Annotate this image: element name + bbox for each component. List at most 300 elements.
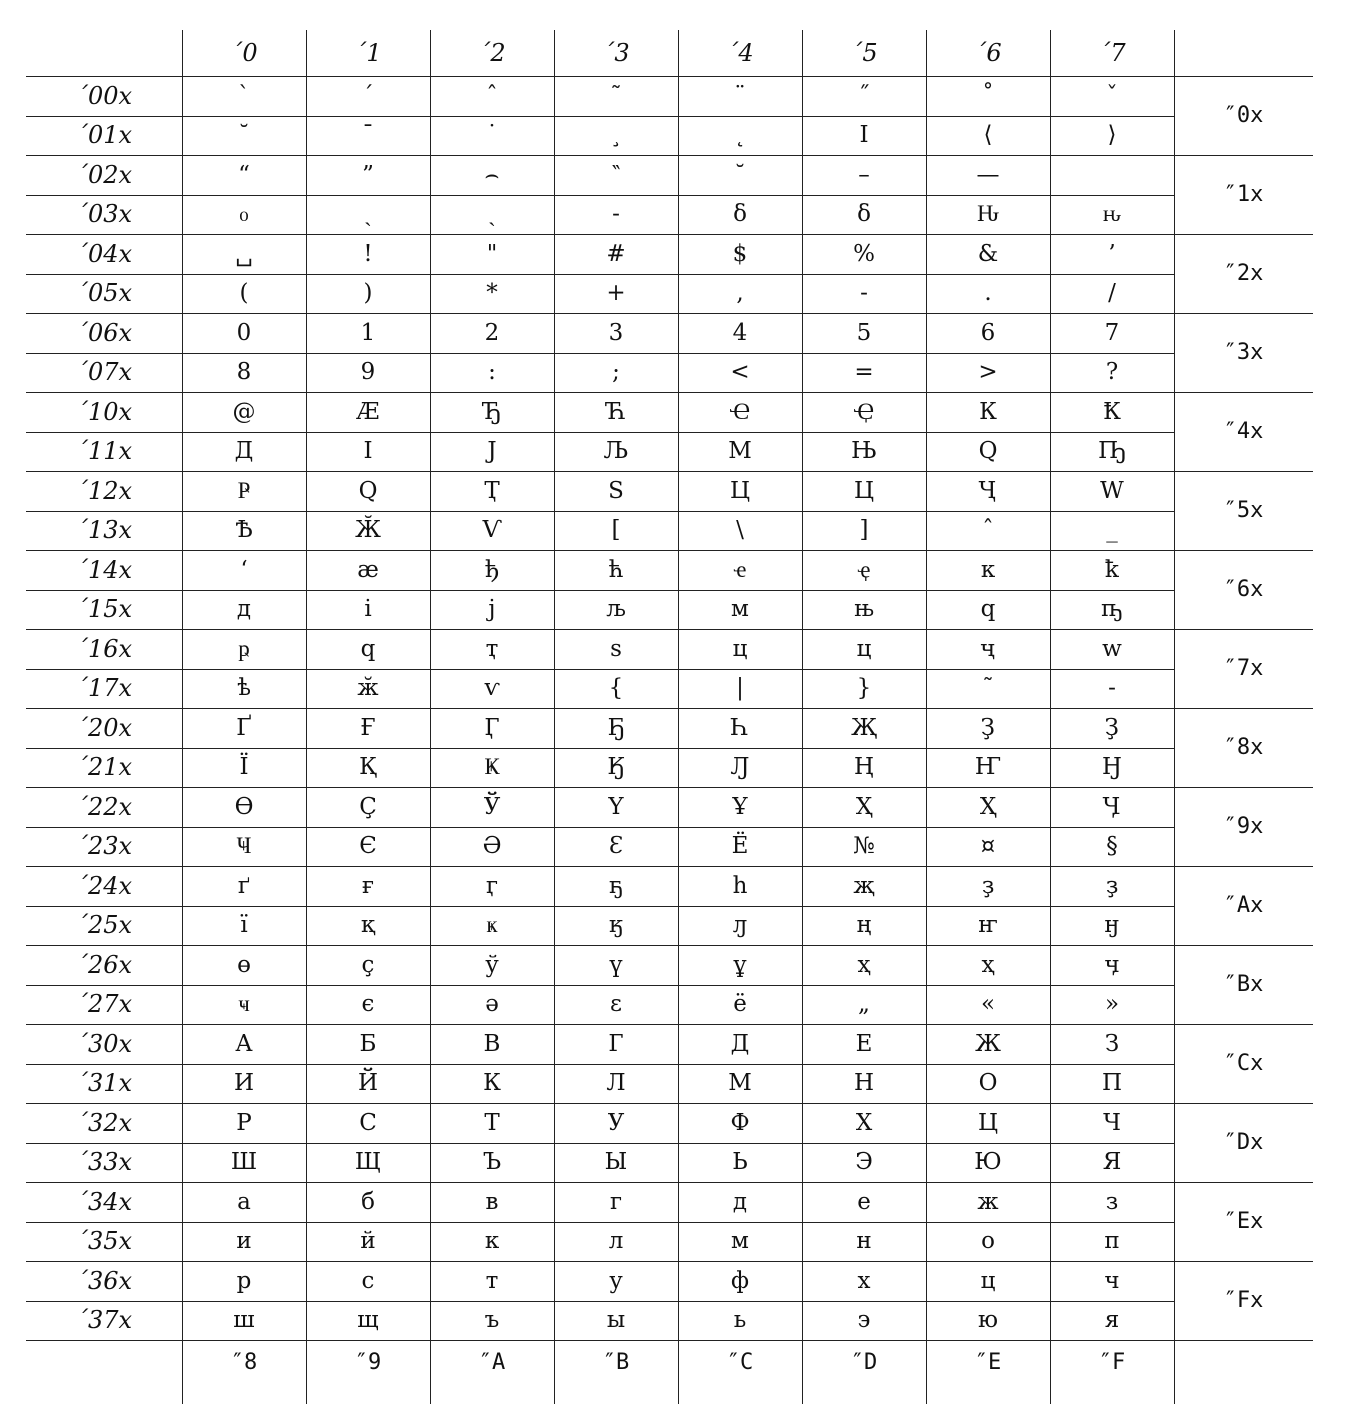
glyph-cell: ˘	[734, 161, 746, 188]
glyph-cell: s	[610, 635, 622, 662]
hex-row-label: ″0x	[1223, 103, 1264, 128]
glyph-cell: њ	[854, 596, 874, 623]
row-label: ´16x	[75, 634, 133, 663]
glyph-cell: к	[484, 1228, 500, 1255]
glyph-cell: Ѣ	[235, 517, 253, 544]
glyph-cell: ˇ	[1106, 82, 1118, 109]
glyph-cell: Э	[855, 1149, 873, 1176]
row-label: ´32x	[75, 1108, 133, 1137]
hex-column-label: ″8	[230, 1349, 258, 1375]
glyph-cell: р	[236, 1267, 252, 1294]
glyph-cell: ,	[736, 280, 744, 307]
glyph-cell: Ҳ	[979, 793, 997, 820]
glyph-cell: ԓ	[732, 912, 748, 939]
glyph-cell: J	[487, 438, 497, 465]
glyph-cell: ӌ	[1104, 951, 1120, 978]
glyph-cell: ң	[856, 912, 872, 939]
glyph-cell: ѵ	[484, 675, 500, 702]
glyph-cell: ҙ	[1105, 872, 1119, 899]
glyph-cell: \	[736, 517, 744, 544]
grid-line	[306, 30, 307, 1404]
glyph-cell: ]	[859, 517, 869, 544]
glyph-cell: ˏ	[488, 201, 496, 228]
column-header: ´2	[478, 39, 506, 67]
glyph-cell: в	[485, 1188, 499, 1215]
glyph-cell: Ш	[230, 1149, 258, 1176]
glyph-cell: Д	[730, 1030, 750, 1057]
hex-row-label: ″3x	[1223, 340, 1264, 365]
glyph-cell: ¸	[610, 122, 622, 149]
grid-line	[26, 748, 1174, 749]
row-label: ´37x	[75, 1306, 133, 1335]
glyph-cell: 2	[484, 319, 500, 346]
glyph-cell: q	[360, 635, 376, 662]
glyph-cell: ‶	[611, 161, 621, 188]
hex-row-label: ″7x	[1223, 656, 1264, 681]
grid-line	[26, 432, 1174, 433]
glyph-cell: О	[978, 1070, 998, 1097]
glyph-cell: н	[856, 1228, 872, 1255]
glyph-cell: ҟ	[1104, 556, 1120, 583]
hex-row-label: ″2x	[1223, 261, 1264, 286]
hex-row-label: ″Fx	[1223, 1288, 1264, 1313]
glyph-cell: Ұ	[732, 793, 748, 820]
glyph-cell: –	[858, 161, 870, 188]
grid-line	[678, 30, 679, 1404]
glyph-cell: ү	[609, 951, 623, 978]
glyph-cell: ”	[362, 161, 374, 188]
glyph-cell: ц	[856, 635, 872, 662]
glyph-cell: .	[984, 280, 992, 307]
row-label: ´33x	[75, 1148, 133, 1177]
glyph-cell: Ԓ	[730, 754, 750, 781]
column-header: ´3	[602, 39, 630, 67]
glyph-cell: w	[1102, 635, 1122, 662]
row-label: ´01x	[75, 121, 133, 150]
glyph-cell: Є	[359, 833, 377, 860]
glyph-cell: "	[486, 240, 498, 267]
glyph-cell: Ҧ	[1098, 438, 1126, 465]
glyph-cell: >	[978, 359, 998, 386]
glyph-cell: -	[1108, 675, 1116, 702]
glyph-cell: Ц	[729, 477, 751, 504]
glyph-cell: ¨	[734, 82, 746, 109]
glyph-cell: Ҙ	[980, 714, 996, 741]
glyph-cell: ӈ	[1104, 912, 1120, 939]
glyph-cell: Ң	[853, 754, 875, 781]
glyph-cell: ҝ	[486, 912, 498, 939]
glyph-cell: щ	[357, 1307, 379, 1334]
glyph-cell: —	[976, 161, 1000, 188]
glyph-cell: З	[1104, 1030, 1120, 1057]
row-label: ´02x	[75, 160, 133, 189]
glyph-cell: Д	[234, 438, 254, 465]
glyph-cell: ё	[733, 991, 747, 1018]
glyph-cell: !	[363, 240, 373, 267]
glyph-cell: ґ	[237, 872, 251, 899]
grid-line	[26, 866, 1313, 867]
glyph-cell: Г	[608, 1030, 624, 1057]
glyph-cell: љ	[606, 596, 626, 623]
glyph-cell: ˘	[238, 122, 250, 149]
glyph-cell: (	[239, 280, 249, 307]
glyph-cell: Ц	[977, 1109, 999, 1136]
glyph-cell: ԛ	[980, 596, 996, 623]
row-label: ´12x	[75, 476, 133, 505]
grid-line	[26, 906, 1174, 907]
glyph-cell: а	[237, 1188, 251, 1215]
grid-line	[26, 629, 1313, 630]
glyph-cell: У	[607, 1109, 625, 1136]
glyph-cell: }	[856, 675, 872, 702]
column-header: ´5	[850, 39, 878, 67]
glyph-cell: ⟨	[983, 122, 993, 149]
glyph-cell: ⌢	[484, 161, 500, 188]
hex-row-label: ″Cx	[1223, 1051, 1264, 1076]
glyph-cell: Й	[357, 1070, 379, 1097]
glyph-cell: 1	[360, 319, 376, 346]
glyph-cell: =	[854, 359, 874, 386]
hex-row-label: ″6x	[1223, 577, 1264, 602]
grid-line	[26, 511, 1174, 512]
glyph-cell: д	[236, 596, 252, 623]
glyph-cell: ˆ	[486, 82, 498, 109]
glyph-cell: Ў	[483, 793, 501, 820]
glyph-cell: ¯	[362, 122, 374, 149]
glyph-cell: ї	[240, 912, 248, 939]
grid-line	[1050, 30, 1051, 1404]
glyph-cell: ẟ	[857, 201, 871, 228]
column-header: ´6	[974, 39, 1002, 67]
hex-column-label: ″9	[354, 1349, 382, 1375]
row-label: ´26x	[75, 950, 133, 979]
glyph-cell: §	[1106, 833, 1118, 860]
glyph-cell: ҷ	[980, 635, 996, 662]
glyph-cell: Ћ	[605, 398, 627, 425]
row-label: ´31x	[75, 1069, 133, 1098]
hex-row-label: ″1x	[1223, 182, 1264, 207]
glyph-cell: 4	[732, 319, 748, 346]
grid-line	[26, 1340, 1313, 1341]
row-label: ´14x	[75, 555, 133, 584]
glyph-cell: Ҫ	[359, 793, 377, 820]
glyph-cell: Ҹ	[236, 833, 252, 860]
glyph-cell: Т	[484, 1109, 500, 1136]
glyph-cell: |	[736, 675, 744, 702]
grid-line	[26, 1143, 1174, 1144]
row-label: ´00x	[75, 81, 133, 110]
glyph-cell: Њ	[851, 438, 877, 465]
row-label: ´15x	[75, 595, 133, 624]
glyph-cell: ҭ	[485, 635, 499, 662]
hex-column-label: ″F	[1098, 1349, 1126, 1375]
glyph-cell: ӷ	[485, 872, 499, 899]
glyph-cell: К	[979, 398, 997, 425]
glyph-cell: №	[853, 833, 875, 860]
glyph-cell: ж	[977, 1188, 999, 1215]
row-label: ´03x	[75, 200, 133, 229]
grid-line	[26, 1064, 1174, 1065]
grid-line	[1174, 30, 1175, 1404]
glyph-cell: Н	[853, 1070, 875, 1097]
glyph-cell: ˛	[734, 122, 746, 149]
glyph-cell: Ҕ	[607, 714, 625, 741]
glyph-cell: 6	[980, 319, 996, 346]
glyph-cell: »	[1104, 991, 1120, 1018]
glyph-cell: _	[1106, 517, 1118, 544]
glyph-cell: э	[857, 1307, 871, 1334]
row-label: ´13x	[75, 516, 133, 545]
glyph-cell: ў	[485, 951, 499, 978]
glyph-cell: Ө	[234, 793, 254, 820]
glyph-cell: ␣	[235, 240, 253, 267]
grid-line	[26, 945, 1313, 946]
glyph-cell: Ӈ	[1101, 754, 1123, 781]
glyph-cell: ₀	[239, 201, 249, 228]
glyph-cell: Р	[236, 1109, 252, 1136]
glyph-cell: ь	[733, 1307, 747, 1334]
glyph-cell: Ҿ	[853, 398, 875, 425]
grid-line	[26, 669, 1174, 670]
encoding-table	[26, 30, 1313, 1404]
glyph-cell: Һ	[731, 714, 749, 741]
glyph-cell: ˜	[982, 675, 994, 702]
grid-line	[26, 313, 1313, 314]
row-label: ´21x	[75, 753, 133, 782]
glyph-cell: :	[488, 359, 496, 386]
grid-line	[26, 392, 1313, 393]
glyph-cell: i	[364, 596, 372, 623]
grid-line	[26, 155, 1313, 156]
glyph-cell: {	[608, 675, 624, 702]
hex-row-label: ″8x	[1223, 735, 1264, 760]
glyph-cell: Ӷ	[484, 714, 500, 741]
glyph-cell: м	[731, 1228, 749, 1255]
grid-line	[26, 985, 1174, 986]
glyph-cell: ҳ	[981, 951, 995, 978]
glyph-cell: Ъ	[482, 1149, 502, 1176]
glyph-cell: ӂ	[357, 675, 379, 702]
grid-line	[26, 76, 1313, 77]
glyph-cell: 8	[236, 359, 252, 386]
glyph-cell: Ж	[975, 1030, 1001, 1057]
hex-column-label: ″E	[974, 1349, 1002, 1375]
glyph-cell: Ё	[731, 833, 749, 860]
grid-line	[26, 1103, 1313, 1104]
glyph-cell: ẟ	[733, 201, 747, 228]
row-label: ´30x	[75, 1029, 133, 1058]
hex-row-label: ″Ex	[1223, 1209, 1264, 1234]
grid-line	[802, 30, 803, 1404]
glyph-cell: ´	[362, 82, 374, 109]
row-label: ´23x	[75, 832, 133, 861]
glyph-cell: ˙	[486, 122, 498, 149]
glyph-cell: j	[488, 596, 496, 623]
glyph-cell: ҽ	[733, 556, 747, 583]
row-label: ´35x	[75, 1227, 133, 1256]
row-label: ´06x	[75, 318, 133, 347]
glyph-cell: $	[732, 240, 748, 267]
glyph-cell: *	[486, 280, 498, 307]
glyph-cell: п	[1104, 1228, 1120, 1255]
column-header: ´4	[726, 39, 754, 67]
glyph-cell: е	[857, 1188, 871, 1215]
glyph-cell: Ү	[608, 793, 624, 820]
row-label: ´27x	[75, 990, 133, 1019]
row-label: ´36x	[75, 1266, 133, 1295]
glyph-cell: Ҟ	[1103, 398, 1121, 425]
glyph-cell: ө	[237, 951, 251, 978]
grid-line	[26, 708, 1313, 709]
glyph-cell: з	[1105, 1188, 1119, 1215]
glyph-cell: ˜	[610, 82, 622, 109]
grid-line	[26, 195, 1174, 196]
glyph-cell: Ғ	[360, 714, 376, 741]
grid-line	[26, 353, 1174, 354]
glyph-cell: Ҭ	[484, 477, 500, 504]
glyph-cell: „	[858, 991, 870, 1018]
grid-line	[26, 827, 1174, 828]
hex-column-label: ″C	[726, 1349, 754, 1375]
glyph-cell: ч	[1104, 1267, 1120, 1294]
glyph-cell: Ӂ	[355, 517, 381, 544]
glyph-cell: Q	[358, 477, 378, 504]
glyph-cell: <	[730, 359, 750, 386]
glyph-cell: ¤	[980, 833, 996, 860]
row-label: ´34x	[75, 1187, 133, 1216]
glyph-cell: с	[361, 1267, 375, 1294]
glyph-cell: #	[606, 240, 626, 267]
glyph-cell: ⟩	[1107, 122, 1117, 149]
glyph-cell: М	[728, 438, 752, 465]
glyph-cell: ғ	[361, 872, 375, 899]
grid-line	[26, 590, 1174, 591]
glyph-cell: Ҝ	[484, 754, 500, 781]
glyph-cell: Ҽ	[729, 398, 751, 425]
glyph-cell: ћ	[608, 556, 624, 583]
glyph-cell: 9	[360, 359, 376, 386]
grid-line	[26, 1222, 1174, 1223]
glyph-cell: -	[860, 280, 868, 307]
glyph-cell: ҿ	[857, 556, 871, 583]
glyph-cell: -	[612, 201, 620, 228]
row-label: ´05x	[75, 279, 133, 308]
glyph-cell: ш	[233, 1307, 255, 1334]
glyph-cell: й	[360, 1228, 376, 1255]
glyph-cell: I	[363, 438, 373, 465]
glyph-cell: Ї	[239, 754, 249, 781]
column-header: ´7	[1098, 39, 1126, 67]
glyph-cell: Ԛ	[978, 438, 998, 465]
glyph-cell: ѣ	[237, 675, 251, 702]
glyph-cell: ц	[732, 635, 748, 662]
grid-line	[26, 1024, 1313, 1025]
glyph-cell: у	[609, 1267, 623, 1294]
glyph-cell: ԋ	[1102, 201, 1122, 228]
glyph-cell: ҳ	[857, 951, 871, 978]
row-label: ´22x	[75, 792, 133, 821]
glyph-cell: ҕ	[608, 872, 624, 899]
glyph-cell: Ҥ	[974, 754, 1002, 781]
glyph-cell: Х	[855, 1109, 873, 1136]
glyph-cell: Ҳ	[855, 793, 873, 820]
glyph-cell: ҧ	[1101, 596, 1123, 623]
row-label: ´20x	[75, 713, 133, 742]
hex-column-label: ″B	[602, 1349, 630, 1375]
glyph-cell: я	[1104, 1307, 1120, 1334]
glyph-cell: 5	[856, 319, 872, 346]
glyph-cell: @	[232, 398, 256, 425]
glyph-cell: т	[485, 1267, 499, 1294]
glyph-cell: Ц	[853, 477, 875, 504]
glyph-cell: қ	[361, 912, 375, 939]
glyph-cell: 0	[236, 319, 252, 346]
grid-line	[26, 116, 1174, 117]
glyph-cell: д	[732, 1188, 748, 1215]
glyph-cell: `	[238, 82, 250, 109]
glyph-cell: Ɛ	[608, 833, 624, 860]
glyph-cell: җ	[853, 872, 875, 899]
glyph-cell: %	[853, 240, 875, 267]
glyph-cell: һ	[732, 872, 748, 899]
glyph-cell: +	[606, 280, 626, 307]
glyph-cell: Ҷ	[979, 477, 997, 504]
glyph-cell: Ҙ	[1104, 714, 1120, 741]
glyph-cell: ˎ	[364, 201, 372, 228]
grid-line	[26, 234, 1313, 235]
grid-line	[26, 1301, 1174, 1302]
glyph-cell: И	[233, 1070, 255, 1097]
glyph-cell: ц	[980, 1267, 996, 1294]
grid-line	[26, 274, 1174, 275]
glyph-cell: S	[608, 477, 624, 504]
glyph-cell: ?	[1105, 359, 1119, 386]
glyph-cell: К	[483, 1070, 501, 1097]
grid-line	[26, 1261, 1313, 1262]
glyph-cell: Щ	[354, 1149, 382, 1176]
hex-row-label: ″4x	[1223, 419, 1264, 444]
row-label: ´25x	[75, 911, 133, 940]
grid-line	[26, 1182, 1313, 1183]
grid-line	[926, 30, 927, 1404]
glyph-cell: ӄ	[609, 912, 623, 939]
hex-row-label: ″Ax	[1223, 893, 1264, 918]
hex-row-label: ″Bx	[1223, 972, 1264, 997]
glyph-cell: ђ	[484, 556, 500, 583]
glyph-cell: ъ	[484, 1307, 500, 1334]
glyph-cell: Е	[855, 1030, 873, 1057]
glyph-cell: W	[1100, 477, 1124, 504]
hex-column-label: ″D	[850, 1349, 878, 1375]
glyph-cell: Л	[606, 1070, 626, 1097]
glyph-cell: ә	[485, 991, 499, 1018]
glyph-cell: ˚	[982, 82, 994, 109]
glyph-cell: ҙ	[981, 872, 995, 899]
glyph-cell: Ґ	[236, 714, 252, 741]
grid-line	[26, 471, 1313, 472]
glyph-cell: Љ	[603, 438, 629, 465]
glyph-cell: Ч	[1103, 1109, 1121, 1136]
glyph-cell: ‘	[240, 556, 248, 583]
glyph-cell: 7	[1104, 319, 1120, 346]
glyph-cell: В	[483, 1030, 501, 1057]
glyph-cell: ;	[612, 359, 620, 386]
glyph-cell: /	[1108, 280, 1116, 307]
column-header: ´1	[354, 39, 382, 67]
glyph-cell: ҥ	[978, 912, 998, 939]
glyph-cell: &	[977, 240, 999, 267]
column-header: ´0	[230, 39, 258, 67]
